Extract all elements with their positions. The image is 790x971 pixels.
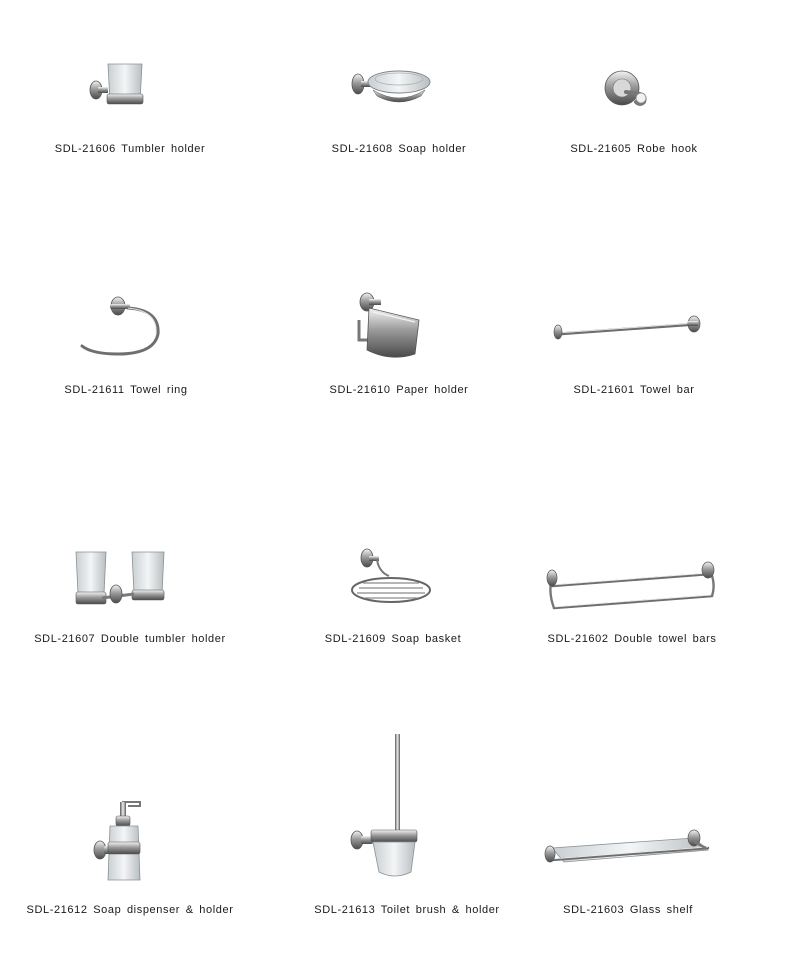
product-label: SDL-21609 Soap basket	[324, 633, 462, 645]
product-label: SDL-21607 Double tumbler holder	[34, 633, 226, 645]
product-glass-shelf	[526, 800, 790, 920]
product-label: SDL-21601 Towel bar	[573, 384, 695, 396]
product-toilet-brush	[263, 730, 526, 920]
product-towel-ring	[0, 270, 263, 400]
robe-hook-icon	[604, 68, 648, 112]
double-towel-bars-icon	[544, 562, 724, 614]
product-tumbler-holder	[0, 0, 263, 160]
product-label: SDL-21611 Towel ring	[64, 384, 188, 396]
product-label: SDL-21602 Double towel bars	[547, 633, 717, 645]
paper-holder-icon	[351, 290, 431, 370]
double-tumbler-holder-icon	[72, 548, 170, 612]
product-label: SDL-21613 Toilet brush & holder	[314, 904, 500, 916]
product-soap-dispenser	[0, 780, 263, 920]
towel-bar-icon	[552, 314, 704, 344]
product-towel-bar	[526, 270, 790, 400]
soap-holder-icon	[349, 64, 433, 108]
toilet-brush-icon	[349, 734, 419, 884]
glass-shelf-icon	[542, 828, 714, 874]
product-double-towel-bars	[526, 530, 790, 650]
product-label: SDL-21608 Soap holder	[331, 143, 467, 155]
product-label: SDL-21612 Soap dispenser & holder	[26, 904, 234, 916]
product-soap-holder	[263, 0, 526, 160]
product-soap-basket	[263, 530, 526, 650]
soap-basket-icon	[349, 548, 433, 608]
product-double-tumbler-holder	[0, 530, 263, 650]
soap-dispenser-icon	[92, 800, 148, 886]
towel-ring-icon	[78, 296, 164, 358]
product-label: SDL-21605 Robe hook	[570, 143, 698, 155]
product-label: SDL-21603 Glass shelf	[563, 904, 693, 916]
product-label: SDL-21610 Paper holder	[329, 384, 469, 396]
tumbler-holder-icon	[88, 58, 148, 118]
product-label: SDL-21606 Tumbler holder	[54, 143, 206, 155]
product-robe-hook	[526, 0, 790, 160]
product-paper-holder	[263, 270, 526, 400]
